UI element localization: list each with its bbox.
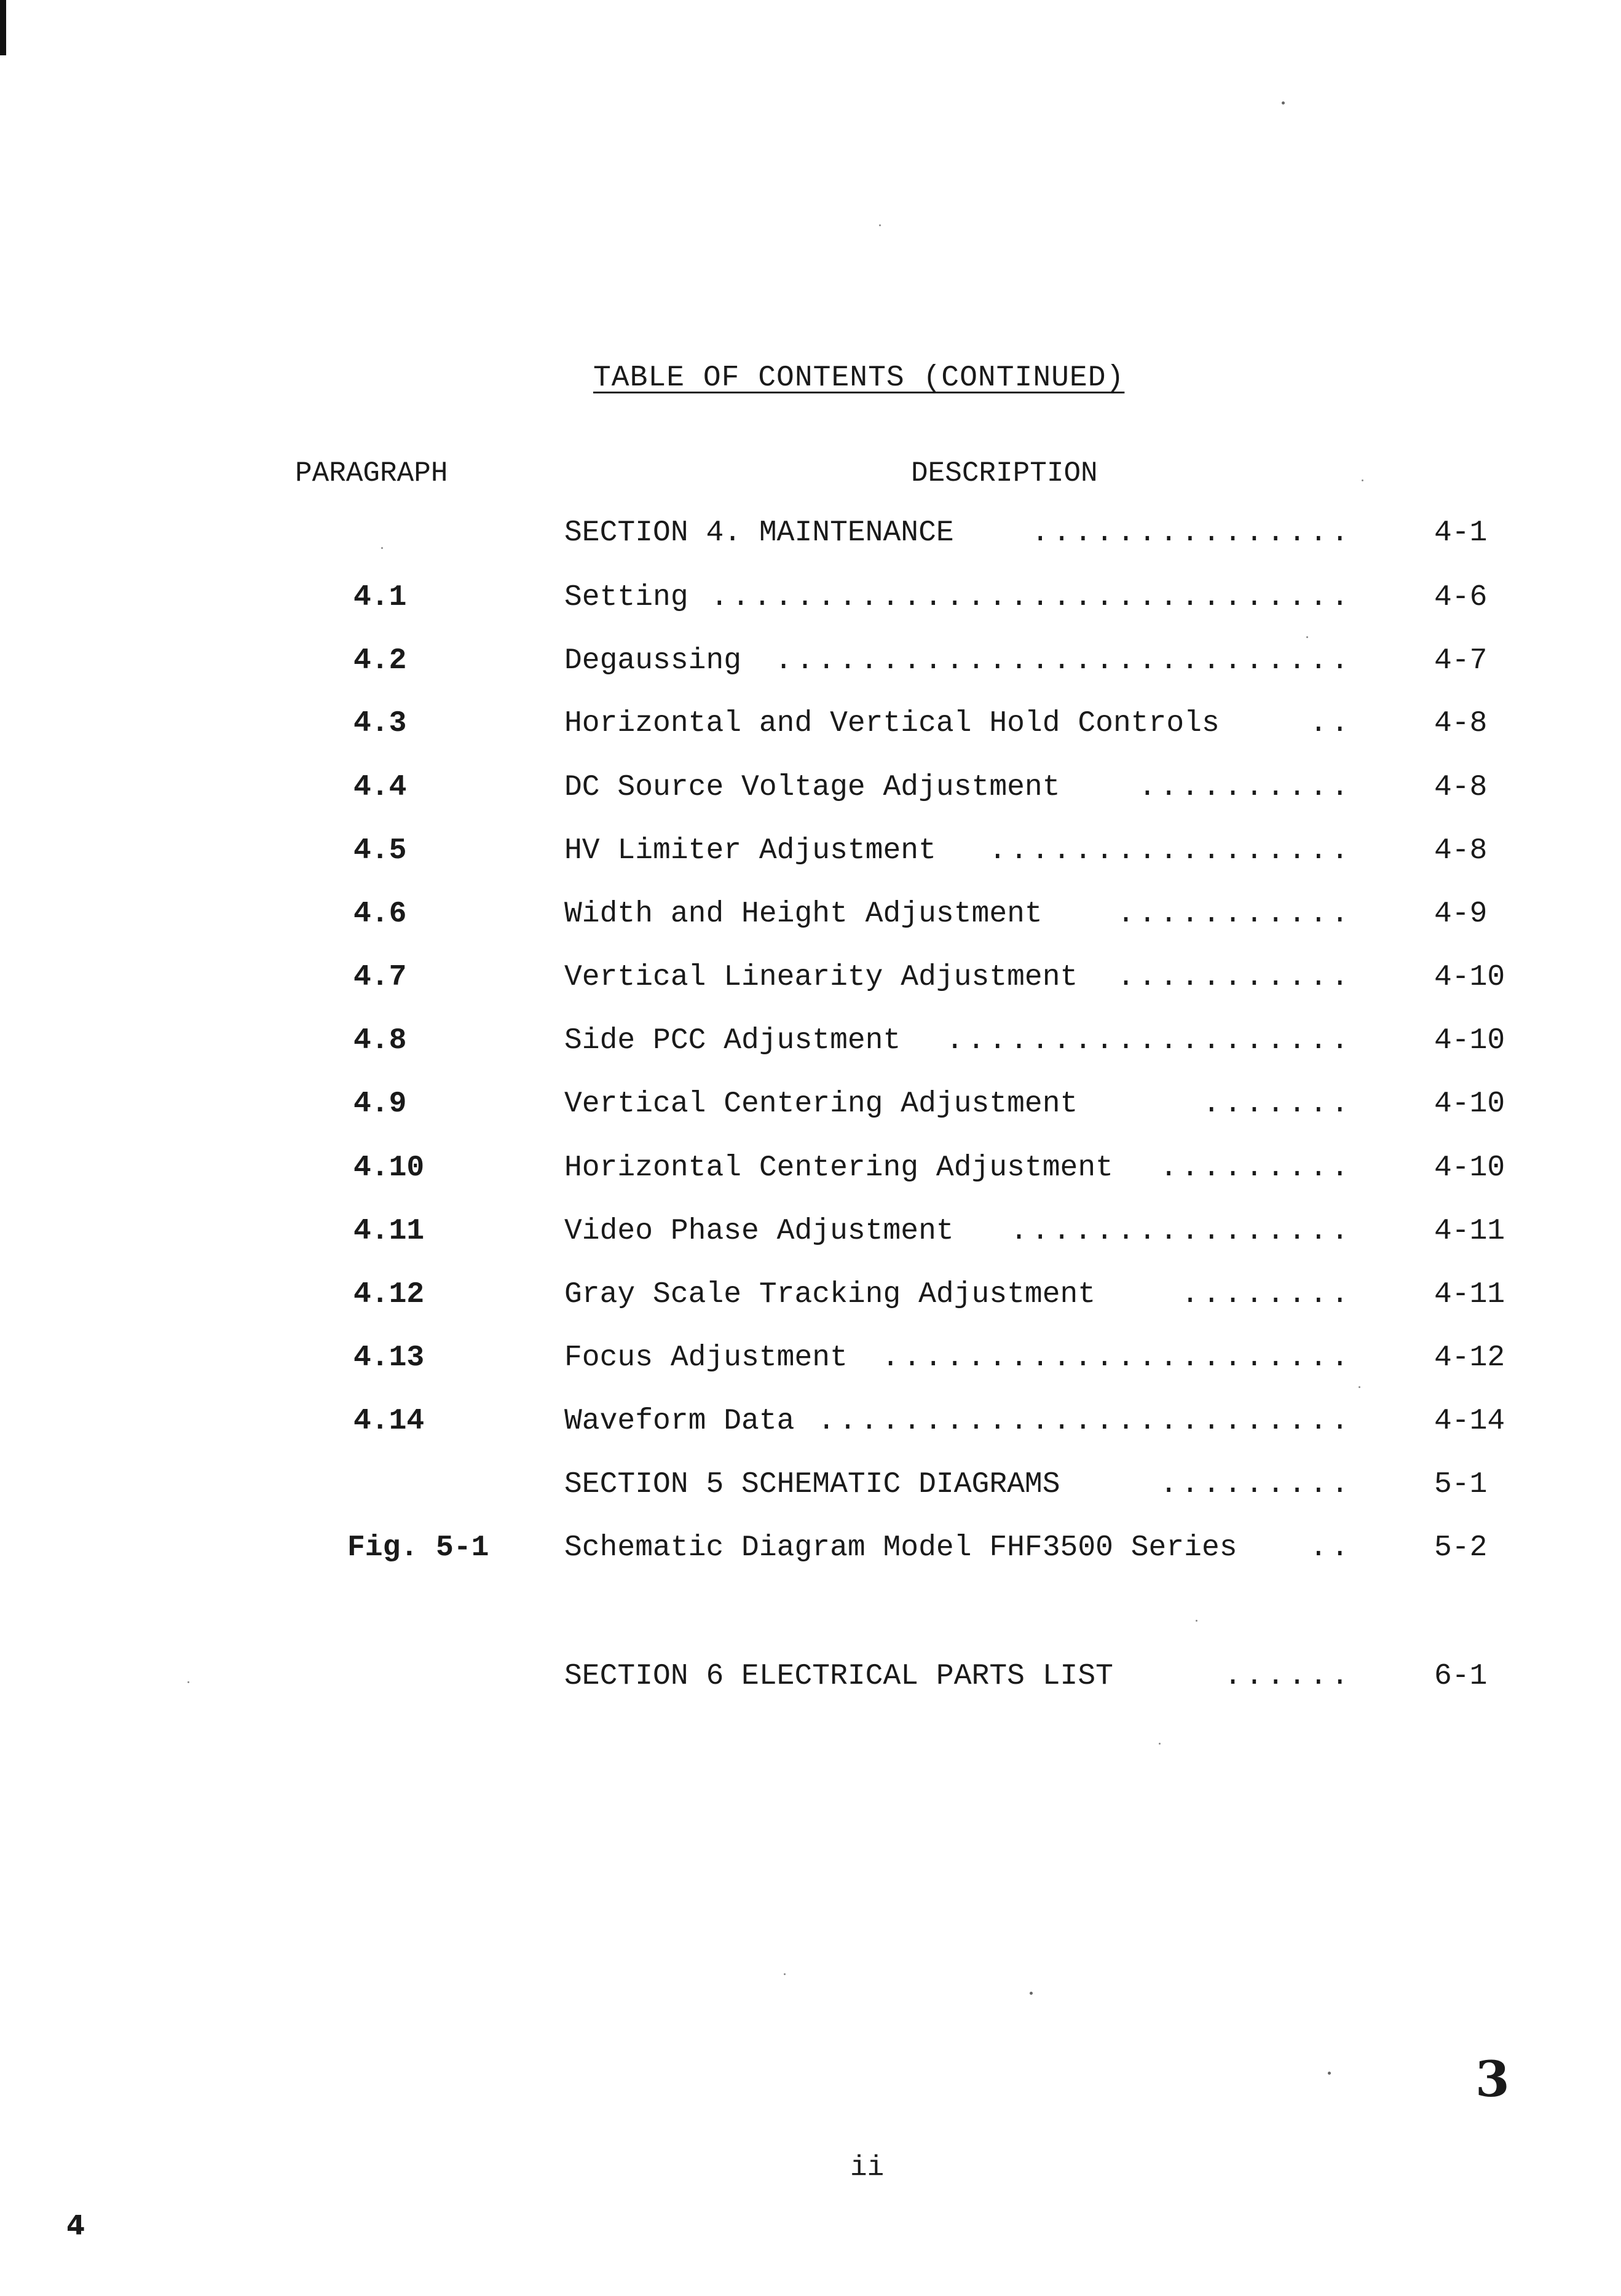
toc-leader-dots: ...................... <box>881 1341 1352 1375</box>
page-number: ii <box>850 2152 885 2184</box>
toc-entry-number: 4.13 <box>353 1341 425 1375</box>
toc-entry-title: Degaussing <box>564 644 742 677</box>
toc-leader-dots: ......... <box>1159 1151 1352 1185</box>
toc-entry-title: Setting <box>564 581 688 614</box>
toc-entry <box>0 516 1621 553</box>
toc-entry-page: 5-1 <box>1434 1468 1488 1501</box>
toc-entry <box>0 1405 1621 1442</box>
toc-entry-page: 4-10 <box>1434 1087 1505 1121</box>
toc-entry-number: 4.3 <box>353 707 407 740</box>
toc-entry <box>0 1215 1621 1252</box>
toc-entry-title: Schematic Diagram Model FHF3500 Series <box>564 1531 1237 1564</box>
scan-speck <box>1196 1620 1197 1622</box>
toc-entry-title: Vertical Linearity Adjustment <box>564 961 1078 994</box>
toc-entry <box>0 1468 1621 1505</box>
toc-leader-dots: .......... <box>1138 771 1352 804</box>
toc-leader-dots: ................ <box>1010 1215 1352 1248</box>
toc-entry-title: SECTION 4. MAINTENANCE <box>564 516 954 550</box>
toc-entry-number: 4.10 <box>353 1151 425 1185</box>
toc-entry-page: 4-14 <box>1434 1405 1505 1438</box>
page-title: TABLE OF CONTENTS (CONTINUED) <box>593 361 1125 395</box>
toc-leader-dots: ................. <box>988 834 1352 867</box>
toc-entry-page: 4-10 <box>1434 961 1505 994</box>
column-header-description: DESCRIPTION <box>911 457 1098 489</box>
toc-entry <box>0 771 1621 808</box>
toc-entry-page: 4-6 <box>1434 581 1488 614</box>
toc-entry-title: DC Source Voltage Adjustment <box>564 771 1060 804</box>
scan-speck <box>784 1973 786 1975</box>
toc-entry <box>0 834 1621 871</box>
toc-entry-page: 4-10 <box>1434 1151 1505 1185</box>
scan-edge-mark <box>0 0 6 55</box>
toc-entry <box>0 897 1621 934</box>
scan-speck <box>1306 636 1308 638</box>
toc-entry-number: 4.7 <box>353 961 407 994</box>
toc-entry-page: 6-1 <box>1434 1660 1488 1693</box>
toc-entry-title: Video Phase Adjustment <box>564 1215 954 1248</box>
scan-speck <box>1328 2072 1331 2075</box>
toc-entry-title: Gray Scale Tracking Adjustment <box>564 1278 1096 1311</box>
toc-leader-dots: ....... <box>1202 1087 1352 1121</box>
toc-entry <box>0 644 1621 681</box>
toc-entry-number: 4.9 <box>353 1087 407 1121</box>
toc-entry <box>0 581 1621 618</box>
toc-leader-dots: ........ <box>1181 1278 1352 1311</box>
toc-entry-number: 4.11 <box>353 1215 425 1248</box>
toc-entry <box>0 1151 1621 1188</box>
toc-entry <box>0 1024 1621 1061</box>
toc-entry-number: 4.12 <box>353 1278 425 1311</box>
column-header-paragraph: PARAGRAPH <box>295 457 448 489</box>
toc-entry-number: 4.14 <box>353 1405 425 1438</box>
toc-entry-number: 4.2 <box>353 644 407 677</box>
toc-entry-page: 4-10 <box>1434 1024 1505 1057</box>
toc-entry-title: Waveform Data <box>564 1405 795 1438</box>
toc-entry-number: 4.1 <box>353 581 407 614</box>
handwritten-mark-3: 3 <box>1475 2050 1510 2108</box>
toc-entry-title: Vertical Centering Adjustment <box>564 1087 1078 1121</box>
toc-entry-title: Width and Height Adjustment <box>564 897 1043 931</box>
toc-entry-title: HV Limiter Adjustment <box>564 834 936 867</box>
toc-entry-title: SECTION 6 ELECTRICAL PARTS LIST <box>564 1660 1113 1693</box>
toc-entry-page: 4-8 <box>1434 707 1488 740</box>
toc-leader-dots: ........................... <box>775 644 1352 677</box>
toc-leader-dots: .............................. <box>710 581 1352 614</box>
toc-leader-dots: ......................... <box>817 1405 1352 1438</box>
toc-entry-page: 4-11 <box>1434 1278 1505 1311</box>
toc-entry-page: 4-1 <box>1434 516 1488 550</box>
scan-speck <box>1159 1743 1161 1745</box>
toc-entry-title: Horizontal and Vertical Hold Controls <box>564 707 1220 740</box>
scan-speck <box>1282 101 1285 105</box>
scan-speck <box>1362 479 1363 481</box>
toc-entry <box>0 707 1621 744</box>
toc-entry-page: 4-12 <box>1434 1341 1505 1375</box>
scan-speck <box>879 224 881 226</box>
toc-entry-page: 4-8 <box>1434 771 1488 804</box>
toc-entry-number: 4.5 <box>353 834 407 867</box>
handwritten-mark-4: 4 <box>66 2210 85 2241</box>
toc-leader-dots: ...... <box>1224 1660 1352 1693</box>
toc-entry-page: 4-11 <box>1434 1215 1505 1248</box>
toc-leader-dots: .. <box>1309 1531 1352 1564</box>
toc-entry <box>0 1660 1621 1697</box>
toc-leader-dots: ........... <box>1117 961 1352 994</box>
toc-entry-page: 4-9 <box>1434 897 1488 931</box>
toc-leader-dots: ............... <box>1031 516 1352 550</box>
toc-entry <box>0 1341 1621 1378</box>
toc-leader-dots: .. <box>1309 707 1352 740</box>
toc-entry-title: Side PCC Adjustment <box>564 1024 901 1057</box>
scan-speck <box>1030 1992 1033 1995</box>
toc-entry-title: Focus Adjustment <box>564 1341 848 1375</box>
toc-entry-title: Horizontal Centering Adjustment <box>564 1151 1113 1185</box>
toc-entry-title: SECTION 5 SCHEMATIC DIAGRAMS <box>564 1468 1060 1501</box>
toc-leader-dots: ........... <box>1117 897 1352 931</box>
toc-entry <box>0 1087 1621 1124</box>
toc-entry-page: 5-2 <box>1434 1531 1488 1564</box>
toc-entry <box>0 1278 1621 1315</box>
toc-leader-dots: ......... <box>1159 1468 1352 1501</box>
toc-entry-number: Fig. 5-1 <box>347 1531 489 1564</box>
toc-entry <box>0 1531 1621 1568</box>
toc-entry-number: 4.8 <box>353 1024 407 1057</box>
toc-entry-page: 4-7 <box>1434 644 1488 677</box>
toc-entry-number: 4.4 <box>353 771 407 804</box>
toc-entry-number: 4.6 <box>353 897 407 931</box>
toc-leader-dots: ................... <box>945 1024 1352 1057</box>
toc-entry-page: 4-8 <box>1434 834 1488 867</box>
scan-speck <box>1359 1386 1360 1388</box>
toc-entry <box>0 961 1621 998</box>
